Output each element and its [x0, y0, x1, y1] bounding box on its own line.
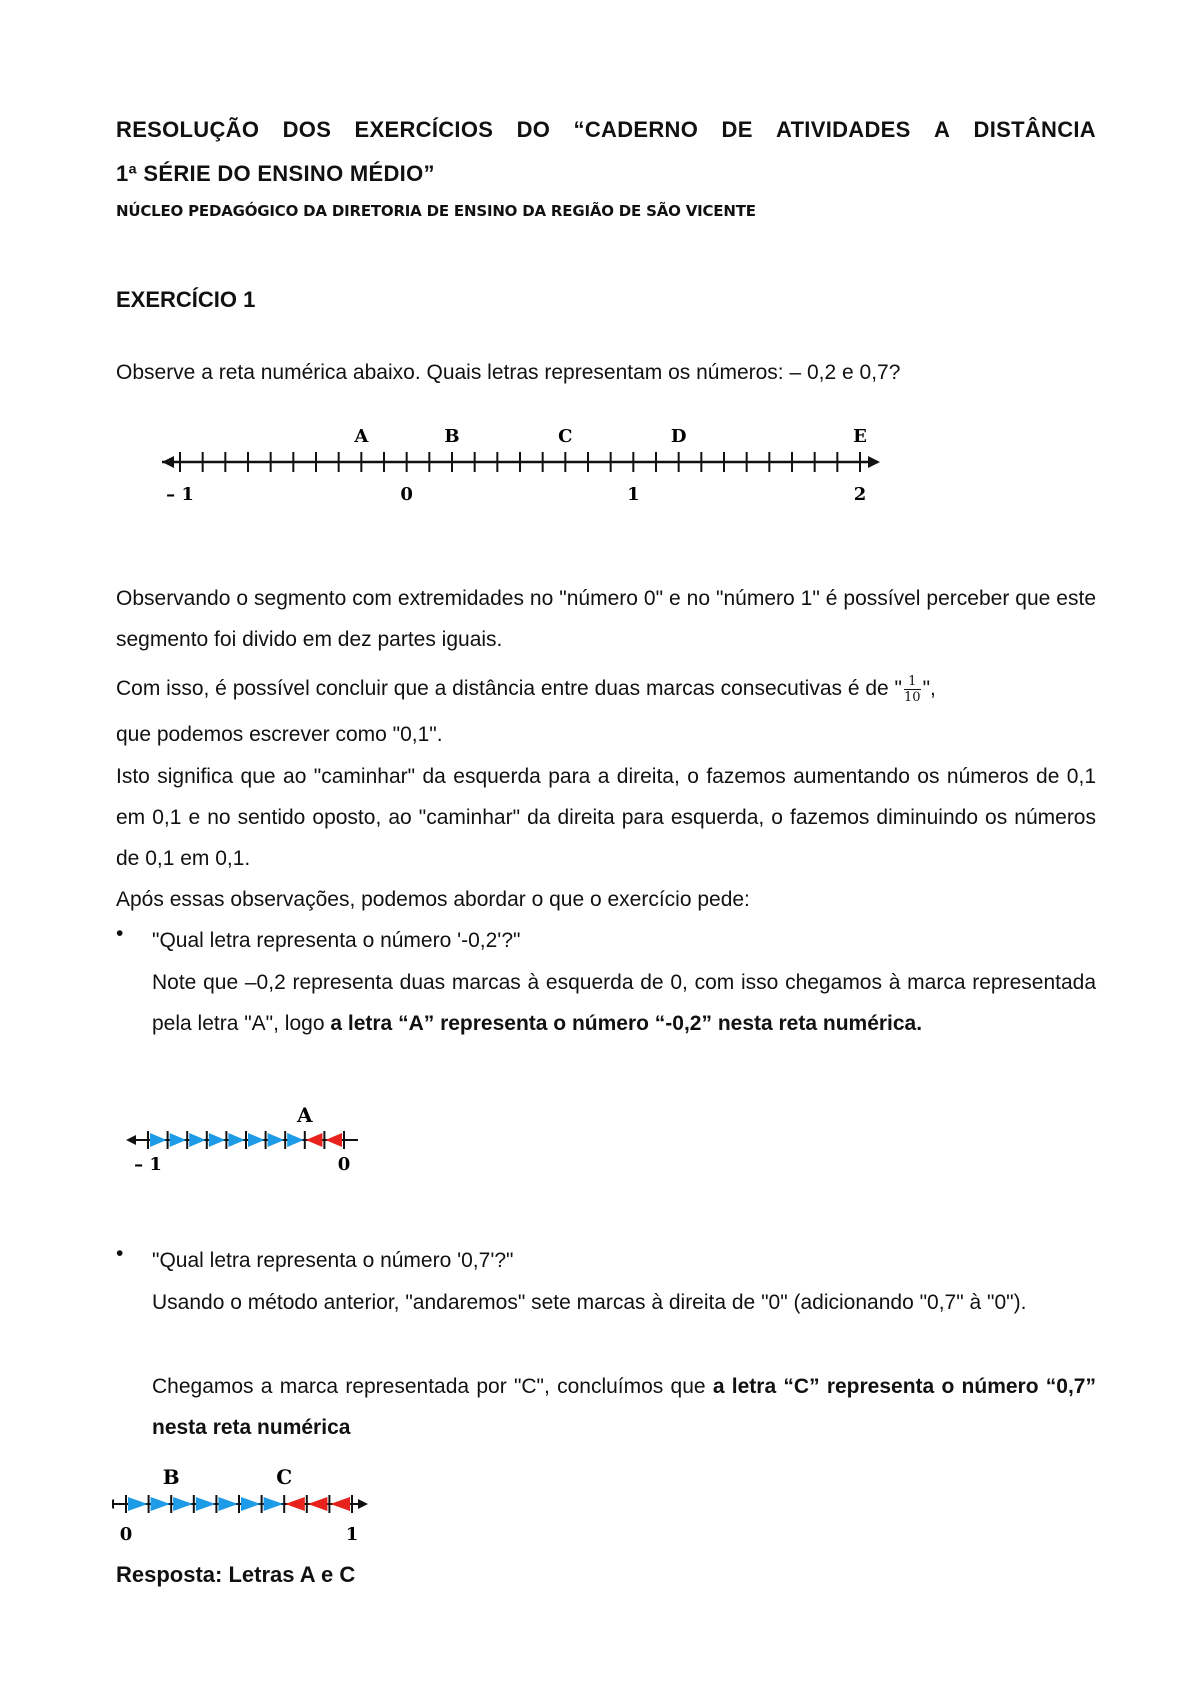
blue-step-arrow [150, 1133, 167, 1147]
point-label-e: E [853, 426, 867, 447]
point-label-a: A [354, 426, 369, 447]
bullet2-bold: a letra “C” representa o número “0,7” nesta reta numérica [152, 1375, 1096, 1439]
blue-step-arrow [209, 1133, 226, 1147]
bullet1-bold: a letra “A” representa o número “-0,2” nesta reta numérica. [330, 1012, 923, 1035]
fraction-denominator: 10 [904, 689, 921, 705]
explanation-paragraph-4: Isto significa que ao "caminhar" da esquerda para a direita, o fazemos aumentando os números de 0,1 em 0,1 e no sentido oposto, ao "caminhar" da direita para esquerda, o fazemos diminuindo os números de 0,1 em 0,1. [116, 765, 1096, 870]
blue-step-arrow [189, 1133, 206, 1147]
bullet1-question: "Qual letra representa o número '-0,2'?" [152, 929, 521, 952]
explanation-p2-end: ", [922, 677, 936, 700]
red-step-arrow [325, 1133, 342, 1147]
bullet-marker-2: • [116, 1242, 124, 1265]
title-word: RESOLUÇÃO [116, 117, 260, 142]
blue-step-arrow [264, 1497, 284, 1511]
blue-step-arrow [241, 1497, 261, 1511]
tick-label: – 1 [134, 1154, 162, 1175]
title-word: DOS [282, 117, 332, 142]
left-arrow-icon [112, 1499, 114, 1509]
bullet2-text-1: Usando o método anterior, "andaremos" sete marcas à direita de "0" (adicionando "0,7" à "0"). [152, 1291, 1027, 1314]
explanation-paragraph-1: Observando o segmento com extremidades no "número 0" e no "número 1" é possível perceber que este segmento foi divido em dez partes iguais. [116, 587, 1096, 651]
blue-step-arrow [151, 1497, 171, 1511]
blue-step-arrow [287, 1133, 304, 1147]
blue-step-arrow [128, 1497, 148, 1511]
bullet2-text-2 [152, 1366, 1096, 1448]
explanation-paragraph-5: Após essas observações, podemos abordar o que o exercício pede: [116, 888, 750, 911]
title-word: DE [721, 117, 753, 142]
title-word: EXERCÍCIOS [354, 117, 494, 142]
bullet1-plain: Note que –0,2 representa duas marcas à esquerda de 0, com isso chegamos à marca representada pela letra "A", logo [152, 971, 1096, 1035]
right-arrow-icon [358, 1499, 368, 1509]
point-label: A [297, 1103, 313, 1127]
red-step-arrow [306, 1133, 323, 1147]
point-label-d: D [670, 426, 687, 447]
point-label-c: C [558, 426, 573, 447]
main-number-line [160, 418, 890, 508]
tick-label: 0 [337, 1154, 351, 1175]
red-step-arrow [330, 1497, 350, 1511]
point-label-b: B [444, 426, 460, 447]
title-word: DISTÂNCIA [973, 117, 1096, 142]
diagram-a-number-line [116, 1100, 396, 1180]
right-arrow-icon [868, 456, 880, 468]
red-step-arrow [285, 1497, 305, 1511]
left-arrow-icon [162, 456, 174, 468]
title-word: “CADERNO [573, 117, 699, 142]
fraction-one-tenth [904, 674, 921, 705]
left-arrow-icon [126, 1135, 136, 1145]
point-label: B [162, 1465, 180, 1489]
tick-label: 2 [853, 484, 867, 505]
tick-label: – 1 [166, 484, 194, 505]
explanation-p2-text: Com isso, é possível concluir que a distância entre duas marcas consecutivas é de " [116, 677, 903, 700]
blue-step-arrow [173, 1497, 193, 1511]
bullet2-plain: Chegamos a marca representada por "C", concluímos que [152, 1375, 713, 1398]
document-subtitle: NÚCLEO PEDAGÓGICO DA DIRETORIA DE ENSINO DA REGIÃO DE SÃO VICENTE [116, 202, 756, 220]
tick-label: 1 [627, 484, 640, 505]
fraction-numerator: 1 [904, 674, 921, 690]
blue-step-arrow [248, 1133, 265, 1147]
exercise-heading: EXERCÍCIO 1 [116, 287, 256, 312]
explanation-paragraph-3: que podemos escrever como "0,1". [116, 723, 443, 746]
tick-label: 0 [119, 1524, 133, 1545]
bullet2-question: "Qual letra representa o número '0,7'?" [152, 1249, 514, 1272]
title-word: DO [516, 117, 551, 142]
blue-step-arrow [228, 1133, 245, 1147]
diagram-c-number-line [112, 1460, 392, 1550]
red-step-arrow [308, 1497, 328, 1511]
final-answer: Resposta: Letras A e C [116, 1562, 356, 1587]
blue-step-arrow [170, 1133, 187, 1147]
document-title-line2: 1ª SÉRIE DO ENSINO MÉDIO” [116, 161, 435, 186]
explanation-paragraph-2 [116, 668, 1096, 709]
bullet-marker-1: • [116, 922, 124, 945]
blue-step-arrow [196, 1497, 216, 1511]
blue-step-arrow [268, 1133, 285, 1147]
point-label: C [276, 1465, 293, 1489]
exercise-question: Observe a reta numérica abaixo. Quais letras representam os números: – 0,2 e 0,7? [116, 361, 901, 384]
title-word: ATIVIDADES [776, 117, 911, 142]
title-word: A [933, 117, 951, 142]
tick-label: 1 [345, 1524, 359, 1545]
bullet1-answer-text [152, 962, 1096, 1044]
tick-label: 0 [400, 484, 413, 505]
document-title-line1 [116, 117, 1096, 143]
blue-step-arrow [218, 1497, 238, 1511]
